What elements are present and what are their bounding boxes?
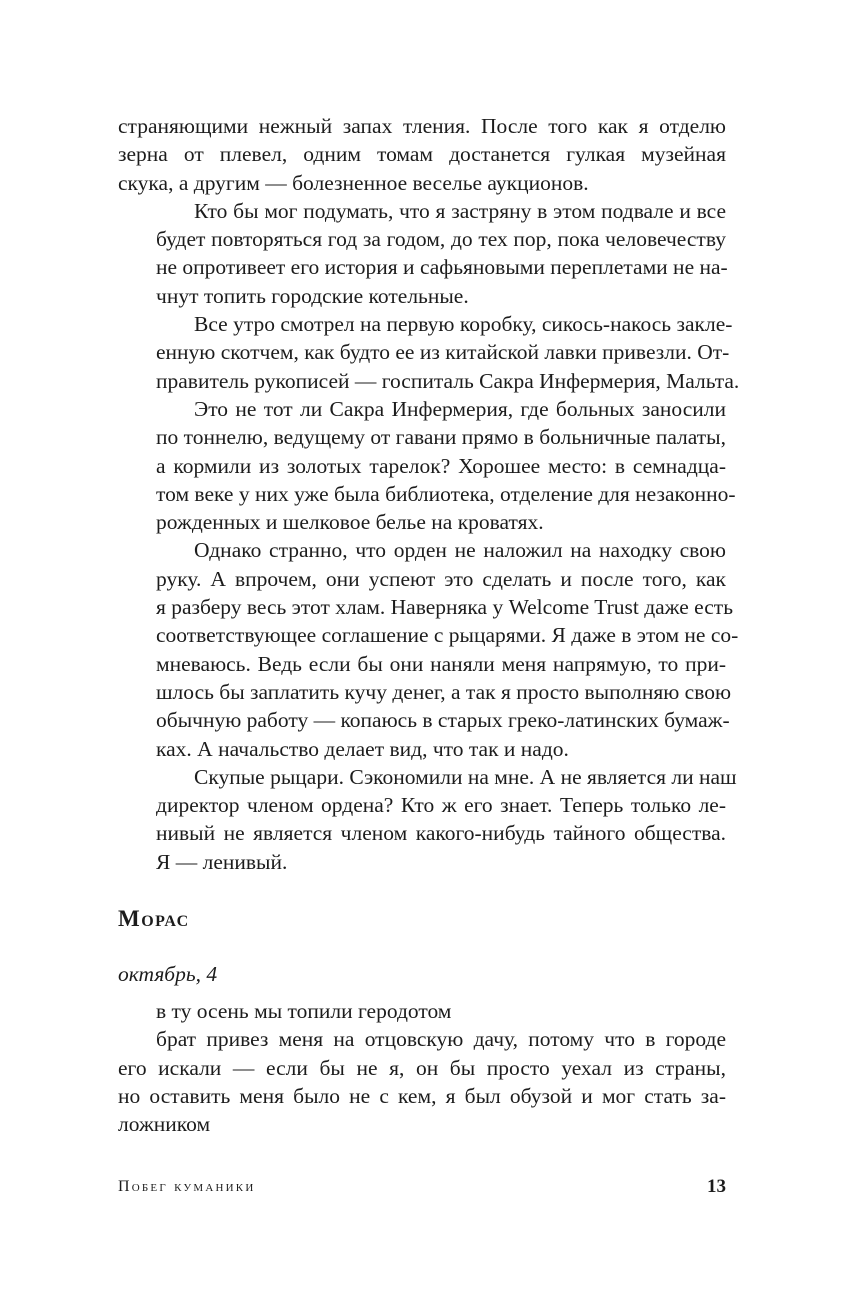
text-line: енную скотчем, как будто ее из китайской лавки привезли. От- — [156, 340, 730, 365]
text-line: Скупые рыцари. Сэкономили на мне. А не является ли наш — [194, 764, 737, 789]
text-line: том веке у них уже была библиотека, отделение для незаконно- — [156, 481, 736, 506]
text-line: страняющими нежный запах тления. После того как я отделю — [118, 114, 726, 138]
text-line: нивый не является членом какого-нибудь тайного общества. — [156, 821, 726, 846]
text-line: не опротивеет его история и сафьяновыми переплетами не на- — [156, 255, 728, 280]
text-line: Кто бы мог подумать, что я застряну в этом подвале и все — [194, 198, 726, 223]
text-line: правитель рукописей — госпиталь Сакра Инфермерия, Мальта. — [156, 368, 740, 393]
text-line: обычную работу — копаюсь в старых греко-латинских бумаж- — [156, 708, 730, 733]
diary-entry — [118, 997, 726, 1138]
text-line: Однако странно, что орден не наложил на находку свою — [194, 538, 726, 563]
paragraph — [118, 112, 726, 197]
paragraph — [118, 197, 726, 310]
text-line: будет повторяться год за годом, до тех пор, пока человечеству — [156, 227, 726, 252]
text-line: зерна от плевел, одним томам достанется гулкая музейная — [118, 142, 726, 167]
text-line: директор членом ордена? Кто ж его знает. Теперь только ле- — [156, 793, 726, 818]
paragraph — [118, 395, 736, 536]
text-line: по тоннелю, ведущему от гавани прямо в больничные палаты, — [156, 425, 726, 450]
text-line: брат привез меня на отцовскую дачу, потому что в городе — [156, 1027, 726, 1052]
text-line: Я — ленивый. — [156, 849, 288, 874]
text-line: чнут топить городские котельные. — [156, 283, 469, 308]
page-body — [118, 112, 740, 876]
entry-date: октябрь, 4 — [118, 962, 218, 986]
paragraph — [118, 310, 740, 395]
text-line: но оставить меня было не с кем, я был обузой и мог стать за- — [118, 1083, 726, 1108]
text-line: Все утро смотрел на первую коробку, сикось-накось закле- — [194, 312, 733, 337]
text-line: рожденных и шелковое белье на кроватях. — [156, 510, 544, 535]
text-line: его искали — если бы не я, он бы просто уехал из страны, — [118, 1055, 726, 1080]
text-line: соответствующее соглашение с рыцарями. Я даже в этом не со- — [156, 623, 739, 648]
text-line: в ту осень мы топили геродотом — [156, 999, 452, 1023]
text-line: руку. А впрочем, они успеют это сделать и после того, как — [156, 566, 726, 591]
text-line: ложником — [118, 1112, 211, 1137]
text-line: я разберу весь этот хлам. Наверняка у Welcome Trust даже есть — [156, 595, 733, 620]
text-line: шлось бы заплатить кучу денег, а так я просто выполняю свою — [156, 679, 732, 704]
text-line: ках. А начальство делает вид, что так и надо. — [156, 736, 569, 761]
text-line: скука, а другим — болезненное веселье аукционов. — [118, 170, 589, 195]
text-line: Это не тот ли Сакра Инфермерия, где больных заносили — [194, 396, 726, 421]
page-number: 13 — [707, 1176, 726, 1197]
text-line: а кормили из золотых тарелок? Хорошее место: в семнадца- — [156, 453, 726, 478]
chapter-heading: Морас — [118, 906, 190, 931]
running-footer-title: Побег куманики — [118, 1178, 256, 1195]
paragraph — [118, 763, 737, 876]
paragraph — [118, 536, 739, 762]
text-line: мневаюсь. Ведь если бы они наняли меня напрямую, то при- — [156, 651, 726, 676]
